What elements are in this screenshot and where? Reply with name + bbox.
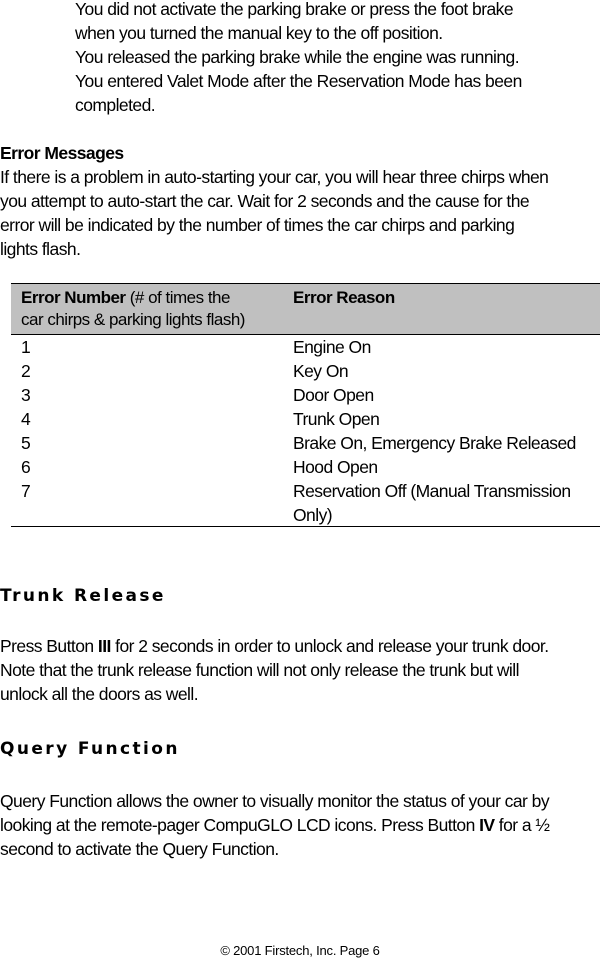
row-3-number: 3: [21, 385, 31, 405]
trunk-release-line-3: unlock all the doors as well.: [0, 684, 199, 704]
row-5-reason: Brake On, Emergency Brake Released: [293, 433, 576, 453]
bullet-line-2: when you turned the manual key to the off position.: [75, 23, 443, 43]
col-number-header-line2: car chirps & parking lights flash): [21, 310, 245, 329]
row-7-reason: Reservation Off (Manual Transmission: [293, 481, 571, 501]
row-1-number: 1: [21, 337, 31, 357]
trunk-release-heading: Trunk Release: [0, 586, 166, 606]
row-6-number: 6: [21, 457, 31, 477]
error-paragraph-line-3: error will be indicated by the number of times the car chirps and parking: [0, 215, 515, 235]
query-function-heading: Query Function: [0, 739, 180, 759]
row-3-reason: Door Open: [293, 385, 374, 405]
query-function-line-3: second to activate the Query Function.: [0, 839, 279, 859]
error-paragraph-line-4: lights flash.: [0, 239, 81, 259]
page-footer: © 2001 Firstech, Inc. Page 6: [220, 943, 380, 958]
row-7-number: 7: [21, 481, 31, 501]
bullet-line-1: You did not activate the parking brake or press the foot brake: [75, 0, 514, 19]
col-number-header: Error Number (# of times the: [21, 288, 230, 307]
row-2-reason: Key On: [293, 361, 349, 381]
row-1-reason: Engine On: [293, 337, 371, 357]
bullet-line-4: You entered Valet Mode after the Reservation Mode has been: [75, 71, 522, 91]
row-4-number: 4: [21, 409, 31, 429]
trunk-release-line-2: Note that the trunk release function will not only release the trunk but will: [0, 660, 519, 680]
row-5-number: 5: [21, 433, 31, 453]
row-4-reason: Trunk Open: [293, 409, 380, 429]
table-bottom-rule: [11, 526, 600, 527]
error-table-header: [11, 283, 600, 335]
error-paragraph-line-2: you attempt to auto-start the car. Wait for 2 seconds and the cause for the: [0, 191, 530, 211]
bullet-line-5: completed.: [75, 95, 156, 115]
error-paragraph-line-1: If there is a problem in auto-starting your car, you will hear three chirps when: [0, 167, 549, 187]
row-6-reason: Hood Open: [293, 457, 378, 477]
query-function-line-2: looking at the remote-pager CompuGLO LCD icons. Press Button IV for a ½: [0, 815, 550, 835]
row-7-reason-line2: Only): [293, 505, 333, 525]
bullet-line-3: You released the parking brake while the engine was running.: [75, 47, 520, 67]
row-2-number: 2: [21, 361, 31, 381]
query-function-line-1: Query Function allows the owner to visually monitor the status of your car by: [0, 791, 550, 811]
col-reason-header: Error Reason: [293, 288, 395, 307]
trunk-release-line-1: Press Button III for 2 seconds in order to unlock and release your trunk door.: [0, 636, 549, 656]
error-messages-heading: Error Messages: [0, 143, 124, 163]
